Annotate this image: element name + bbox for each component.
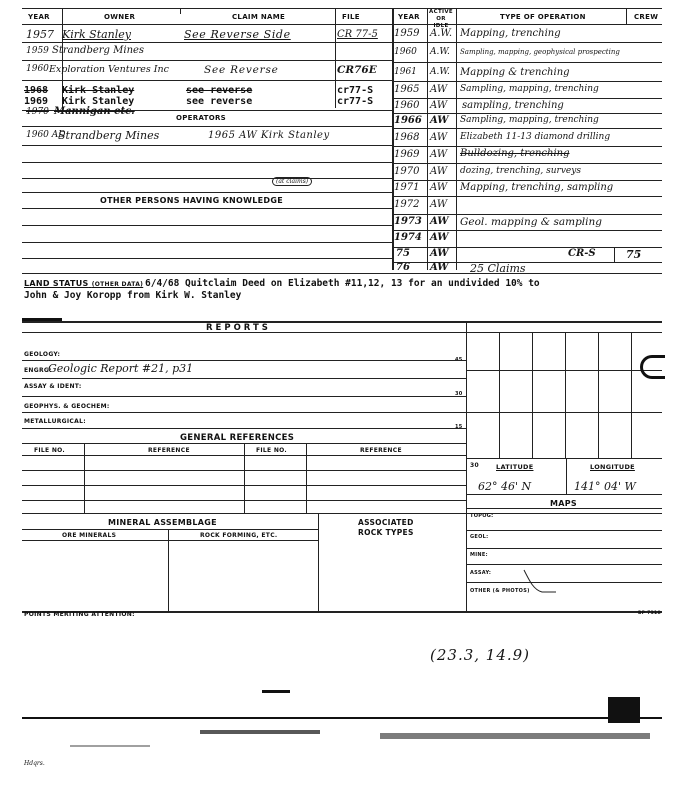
op-type: Sampling, mapping, trenching: [460, 84, 599, 94]
op-year: 1974: [394, 232, 422, 243]
op-year: 1959: [394, 28, 420, 39]
owner-year: 1957: [26, 28, 54, 41]
file-number: CR 77-5: [337, 29, 378, 40]
op-type: Geol. mapping & sampling: [460, 216, 603, 228]
op-status: A.W.: [430, 28, 453, 39]
year-header-2: YEAR: [398, 13, 420, 21]
operator-year: 1960 AD: [26, 130, 66, 140]
small-note: (at claims): [272, 177, 312, 186]
op-status: AW: [430, 248, 449, 259]
reports-title: REPORTS: [206, 323, 271, 333]
claim-name: See Reverse: [204, 64, 279, 76]
op-year: 1965: [394, 84, 420, 95]
geol-label: GEOL:: [470, 534, 489, 540]
land-status-label: LAND STATUS (OTHER DATA): [24, 279, 144, 288]
owner-name: Kirk Stanley: [62, 85, 135, 96]
op-status: A.W.: [430, 67, 450, 77]
owner-name: Mannigan etc.: [54, 106, 135, 117]
coordinate-note: (23.3, 14.9): [430, 646, 531, 664]
topog-label: TOPOG:: [470, 513, 494, 519]
op-type: Sampling, mapping, geophysical prospecting: [460, 48, 620, 56]
geology-label: GEOLOGY:: [24, 351, 61, 358]
scan-dash: [262, 690, 290, 693]
owner-name: Kirk Stanley: [62, 28, 131, 41]
owner-name: Exploration Ventures Inc: [49, 64, 169, 75]
owner-year: 1969: [24, 96, 49, 107]
row-number: 30: [455, 391, 463, 397]
footer-mark: Hdqrs.: [24, 760, 45, 767]
mineral-assemblage-title: MINERAL ASSEMBLAGE: [108, 518, 217, 527]
owner-year: 1960: [26, 64, 49, 74]
op-year: 1966: [394, 115, 422, 126]
assay-map-label: ASSAY:: [470, 570, 492, 576]
points-meriting-label: POINTS MERITING ATTENTION:: [24, 611, 135, 618]
operator-note: 1965 AW Kirk Stanley: [208, 130, 330, 141]
rock-forming-header: ROCK FORMING, ETC.: [200, 532, 278, 539]
op-year: 1961: [394, 67, 417, 77]
file-no-header-2: FILE NO.: [256, 447, 288, 454]
ore-minerals-header: ORE MINERALS: [62, 532, 117, 539]
scan-blot: [608, 697, 640, 723]
file-number: CR76E: [337, 64, 377, 76]
op-type: Elizabeth 11-13 diamond drilling: [460, 132, 611, 142]
op-type: CR-S: [568, 248, 596, 259]
file-header: FILE: [342, 13, 360, 21]
op-year: 1969: [394, 149, 420, 160]
op-type: Mapping, trenching: [460, 28, 561, 39]
engrg-label: ENGRG:: [24, 367, 52, 374]
mine-label: MINE:: [470, 552, 488, 558]
op-status: AW: [430, 132, 448, 143]
other-persons-label: OTHER PERSONS HAVING KNOWLEDGE: [100, 196, 283, 205]
op-year: 76: [396, 262, 410, 273]
op-year: 1960: [394, 47, 417, 57]
claim-name: see reverse: [186, 96, 253, 107]
op-type: Mapping, trenching, sampling: [460, 182, 614, 193]
op-status: A.W.: [430, 47, 450, 57]
op-type: dozing, trenching, surveys: [460, 166, 581, 176]
associated-label: ASSOCIATED: [358, 518, 414, 527]
op-crew: 75: [626, 248, 642, 261]
owner-year: 1970: [26, 107, 49, 117]
op-status: AW: [430, 149, 448, 160]
owner-year: 1959: [26, 46, 49, 56]
operator-name: Strandberg Mines: [58, 129, 160, 142]
pen-stroke-icon: [520, 568, 560, 598]
op-year: 1968: [394, 132, 420, 143]
op-status: AW: [430, 84, 448, 95]
op-status: AW: [430, 182, 448, 193]
latitude-label: LATITUDE: [496, 463, 534, 471]
op-type: 25 Claims: [470, 262, 526, 275]
claim-name: see reverse: [186, 85, 253, 96]
scan-mark-icon: [640, 355, 665, 379]
op-status: AW: [430, 166, 448, 177]
op-status: AW: [430, 115, 449, 126]
form-number: BP 7318: [638, 611, 661, 616]
op-type: Mapping & trenching: [460, 67, 570, 78]
op-type: sampling, trenching: [462, 100, 564, 111]
owner-year: 1968: [24, 85, 49, 96]
owner-name: Strandberg Mines: [52, 45, 145, 56]
general-references-title: GENERAL REFERENCES: [180, 433, 295, 443]
scan-smudge: [380, 733, 650, 739]
op-status: AW: [430, 216, 449, 227]
rock-types-label: ROCK TYPES: [358, 528, 414, 537]
op-status: AW: [430, 232, 449, 243]
year-header: YEAR: [28, 13, 50, 21]
active-idle-header: ACTIVE OR IDLE: [429, 9, 453, 29]
scan-smudge: [200, 730, 320, 734]
op-status: AW: [430, 100, 448, 111]
owner-header: OWNER: [104, 13, 136, 21]
op-year: 1971: [394, 182, 420, 193]
scan-smudge: [70, 745, 150, 747]
latitude-value: 62° 46' N: [478, 480, 532, 493]
op-type: Sampling, mapping, trenching: [460, 115, 599, 125]
op-year: 75: [396, 248, 410, 259]
op-type: Bulldozing, trenching: [460, 148, 570, 159]
scan-edge-line: [22, 717, 662, 719]
owner-name: Kirk Stanley: [62, 96, 135, 107]
other-photos-label: OTHER (& PHOTOS): [470, 588, 530, 594]
op-status: AW: [430, 262, 449, 273]
type-of-operation-header: TYPE OF OPERATION: [500, 13, 586, 21]
file-number: cr77-S: [337, 85, 374, 96]
row-number: 15: [455, 424, 463, 430]
longitude-value: 141° 04' W: [574, 480, 636, 493]
operators-label: OPERATORS: [176, 114, 226, 122]
crew-header: CREW: [634, 13, 659, 21]
op-year: 1972: [394, 199, 420, 210]
maps-title: MAPS: [550, 499, 577, 508]
reference-header: REFERENCE: [148, 447, 190, 454]
geophys-label: GEOPHYS. & GEOCHEM:: [24, 403, 110, 410]
longitude-label: LONGITUDE: [590, 463, 635, 471]
assay-ident-label: ASSAY & IDENT:: [24, 383, 82, 390]
land-status-line-2: John & Joy Koropp from Kirk W. Stanley: [24, 290, 242, 301]
row-number: 45: [455, 357, 463, 363]
op-year: 1970: [394, 166, 420, 177]
metallurgical-label: METALLURGICAL:: [24, 418, 86, 425]
claim-name: See Reverse Side: [184, 28, 291, 41]
engrg-value: Geologic Report #21, p31: [48, 362, 194, 375]
file-number: cr77-S: [337, 96, 374, 107]
op-year: 1960: [394, 100, 420, 111]
op-status: AW: [430, 199, 448, 210]
reference-header-2: REFERENCE: [360, 447, 402, 454]
file-no-header: FILE NO.: [34, 447, 66, 454]
land-status-line-1: 6/4/68 Quitclaim Deed on Elizabeth #11,12, 13 for an undivided 10% to: [145, 278, 540, 289]
claim-name-header: CLAIM NAME: [232, 13, 286, 21]
lat-prefix: 30: [470, 462, 479, 469]
op-year: 1973: [394, 216, 422, 227]
